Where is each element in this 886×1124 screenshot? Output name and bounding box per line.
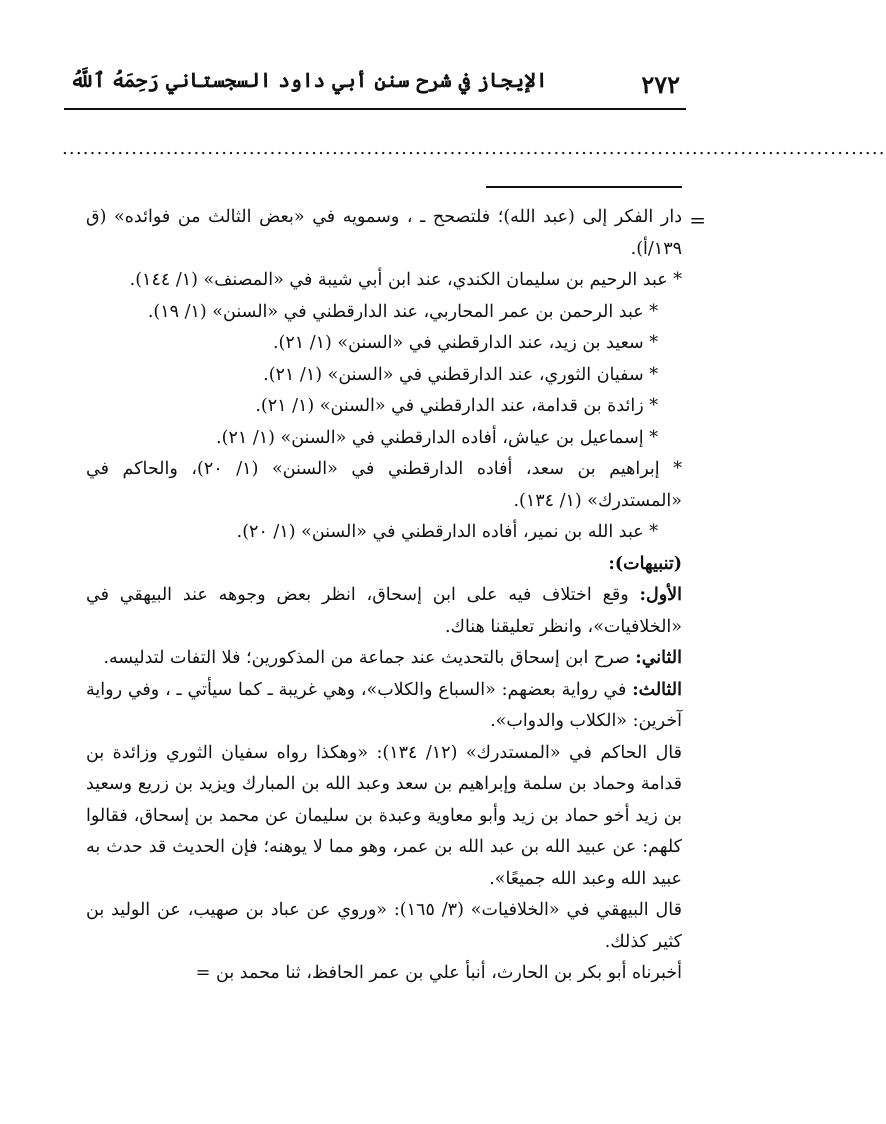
footnote-line: * سعيد بن زيد، عند الدارقطني في «السنن» (١/ ٢١).: [272, 333, 658, 353]
page-header: [64, 60, 686, 110]
footnote-line: * زائدة بن قدامة، عند الدارقطني في «السنن» (١/ ٢١).: [255, 396, 658, 416]
footnote-line: * عبد الرحيم بن سليمان الكندي، عند ابن أبي شيبة في «المصنف» (١/ ١٤٤).: [129, 270, 682, 290]
note-second: الثاني: صرح ابن إسحاق بالتحديث عند جماعة من المذكورين؛ فلا التفات لتدليسه.: [103, 648, 682, 668]
quote-hakim: قال الحاكم في «المستدرك» (١٢/ ١٣٤): «وهكذا رواه سفيان الثوري وزائدة بن قدامة وحماد بن سلمة وإبراهيم بن سعد وعبد الله بن المبارك ويزيد بن زريع وسعيد بن زيد أخو حماد بن زيد وأبو معاوية وعبدة بن سليمان عن محمد بن إسحاق، فقالوا كلهم: عن عبيد الله بن عبد الله بن عمر، وهو مما لا يوهنه؛ فإن الحديث قد حدث به عبيد الله وعبد الله جميعًا».: [86, 742, 682, 889]
quote-bayhaqi: قال البيهقي في «الخلافيات» (٣/ ١٦٥): «وروي عن عباد بن صهيب، عن الوليد بن كثير كذلك.: [86, 900, 682, 952]
footnote-line: * عبد الله بن نمير، أفاده الدارقطني في «السنن» (١/ ٢٠).: [236, 522, 658, 542]
footnote-line: دار الفكر إلى (عبد الله)؛ فلتصحح ـ ، وسمويه في «بعض الثالث من فوائده» (ق ١٣٩/أ).: [86, 207, 682, 259]
dotted-separator: .......................................................................................................................: [62, 138, 886, 159]
footnote-last-line: أخبرناه أبو بكر بن الحارث، أنبأ علي بن عمر الحافظ، ثنا محمد بن =: [195, 963, 682, 983]
note-first: الأول: وقع اختلاف فيه على ابن إسحاق، انظر بعض وجوهه عند البيهقي في «الخلافيات»، وانظر تعليقنا هناك.: [86, 585, 682, 637]
footnote-line: * إبراهيم بن سعد، أفاده الدارقطني في «السنن» (١/ ٢٠)، والحاكم في «المستدرك» (١/ ١٣٤).: [86, 459, 682, 511]
footnote-line: * عبد الرحمن بن عمر المحاربي، عند الدارقطني في «السنن» (١/ ١٩).: [147, 301, 658, 322]
footnote-line: * إسماعيل بن عياش، أفاده الدارقطني في «السنن» (١/ ٢١).: [216, 427, 658, 448]
note-third: الثالث: في رواية بعضهم: «السباع والكلاب»، وهي غريبة ـ كما سيأتي ـ ، وفي رواية آخرين: «الكلاب والدواب».: [86, 679, 682, 731]
footnote-rule: [486, 186, 682, 188]
continuation-mark: =: [689, 208, 706, 232]
notes-heading: (تنبيهات):: [608, 553, 682, 574]
running-title: الإيجاز في شرح سنن أبي داود السجستاني رَحِمَهُ ٱللَّهُ: [70, 68, 548, 92]
page-number: ٢٧٢: [641, 70, 680, 99]
footnote-body: [86, 202, 682, 990]
footnote-line: * سفيان الثوري، عند الدارقطني في «السنن» (١/ ٢١).: [263, 364, 658, 385]
